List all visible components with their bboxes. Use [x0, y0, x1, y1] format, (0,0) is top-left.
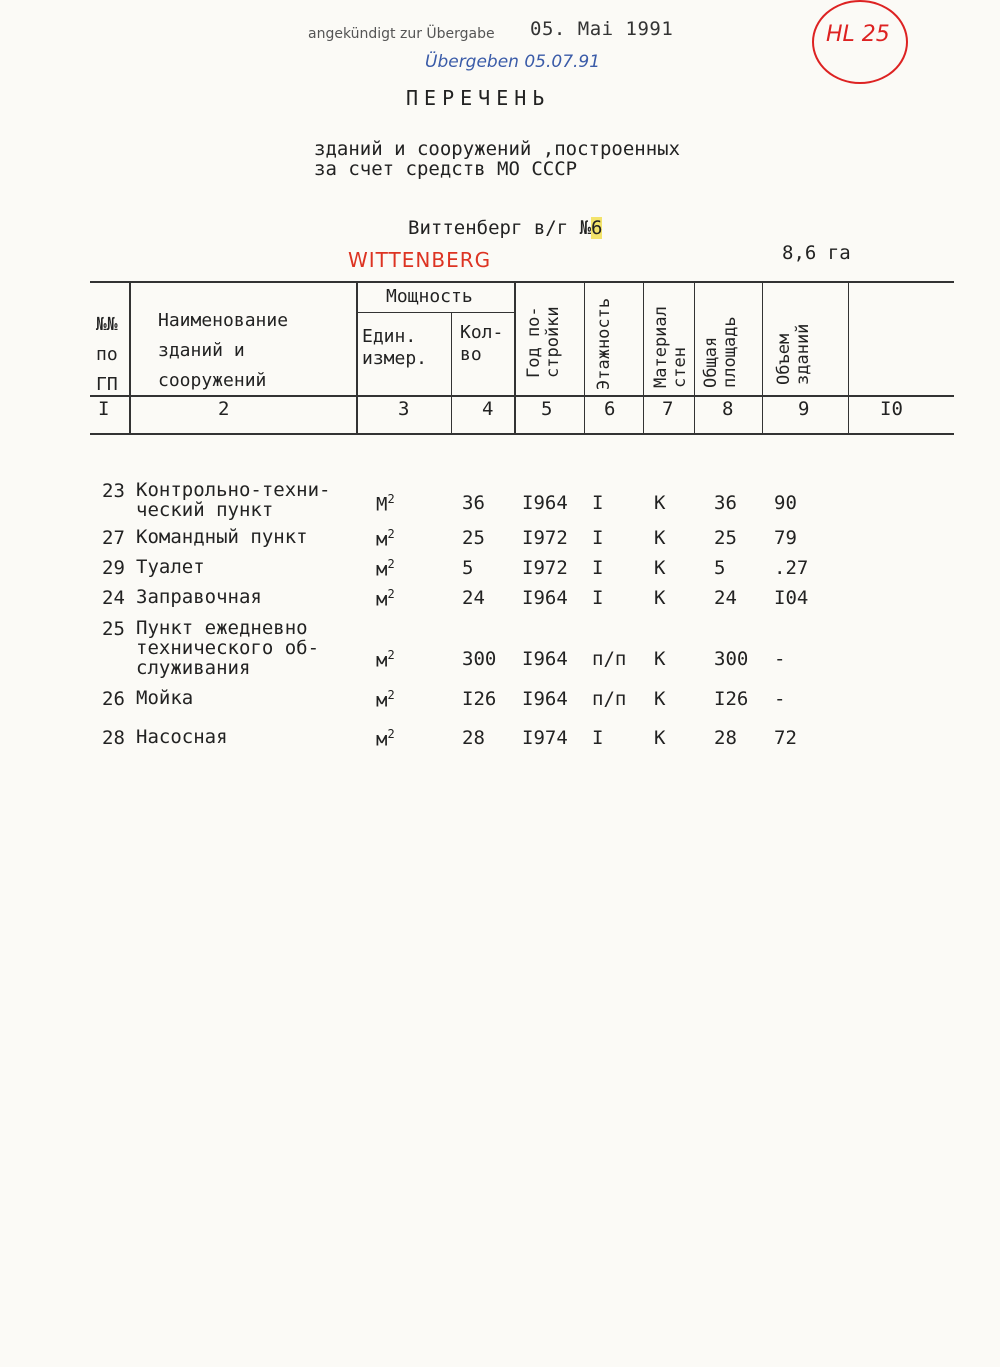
row-area: I26 — [714, 688, 749, 710]
row-volume: I04 — [774, 587, 809, 609]
row-name: Командный пункт — [136, 526, 308, 548]
row-floors: п/п — [592, 688, 627, 710]
column-number: 4 — [482, 398, 494, 420]
row-qty: 5 — [462, 557, 474, 579]
place-number-highlight: 6 — [591, 217, 603, 239]
place-label — [408, 217, 602, 239]
column-number: 5 — [541, 398, 553, 420]
row-year: I964 — [522, 648, 568, 670]
header-unit: Един. измер. — [362, 326, 428, 369]
row-material: К — [654, 557, 666, 579]
row-qty: 25 — [462, 527, 485, 549]
row-number: 23 — [102, 480, 125, 502]
row-floors: I — [592, 492, 604, 514]
row-unit: $м^2$ — [376, 587, 395, 611]
row-qty: 300 — [462, 648, 497, 670]
row-number: 24 — [102, 587, 125, 609]
row-name: Туалет — [136, 556, 205, 578]
row-volume: 79 — [774, 527, 797, 549]
header-floors: Этажность — [594, 297, 614, 390]
row-unit: $м^2$ — [376, 688, 395, 712]
row-year: I964 — [522, 492, 568, 514]
row-qty: 28 — [462, 727, 485, 749]
column-number: 2 — [218, 398, 230, 420]
city-handwritten: WITTENBERG — [348, 248, 492, 272]
row-year: I964 — [522, 587, 568, 609]
row-floors: I — [592, 727, 604, 749]
row-material: К — [654, 587, 666, 609]
row-year: I974 — [522, 727, 568, 749]
reference-label: HL 25 — [826, 22, 890, 47]
header-material: Материал стен — [651, 306, 690, 388]
row-area: 25 — [714, 527, 737, 549]
row-area: 36 — [714, 492, 737, 514]
document-title: ПЕРЕЧЕНЬ — [406, 86, 551, 110]
row-floors: п/п — [592, 648, 627, 670]
column-number: 6 — [604, 398, 616, 420]
column-number: 8 — [722, 398, 734, 420]
row-unit: $м^2$ — [376, 557, 395, 581]
stamp-date: 05. Mai 1991 — [530, 18, 674, 40]
row-area: 24 — [714, 587, 737, 609]
header-capacity: Мощность — [386, 286, 473, 307]
row-material: К — [654, 527, 666, 549]
header-name: Наименование зданий и сооружений — [158, 310, 289, 391]
row-unit: $м^2$ — [376, 527, 395, 551]
row-volume: - — [774, 688, 786, 710]
header-volume: Объем зданий — [774, 323, 813, 385]
column-number: I0 — [880, 398, 903, 420]
row-number: 27 — [102, 527, 125, 549]
row-area: 5 — [714, 557, 726, 579]
row-year: I972 — [522, 527, 568, 549]
column-number: 7 — [662, 398, 674, 420]
row-area: 28 — [714, 727, 737, 749]
row-qty: 36 — [462, 492, 485, 514]
row-year: I972 — [522, 557, 568, 579]
row-name: Заправочная — [136, 586, 262, 608]
header-total-area: Общая площадь — [701, 316, 740, 388]
header-qty: Кол- во — [460, 322, 504, 365]
row-material: К — [654, 727, 666, 749]
document-subtitle-1: зданий и сооружений ,построенных — [314, 138, 681, 160]
row-floors: I — [592, 557, 604, 579]
stamp-label: angekündigt zur Übergabe — [308, 26, 495, 42]
row-material: К — [654, 648, 666, 670]
row-year: I964 — [522, 688, 568, 710]
header-year: Год по- стройки — [524, 306, 563, 378]
handwritten-note: Übergeben 05.07.91 — [425, 52, 601, 72]
column-number: 9 — [798, 398, 810, 420]
row-volume: .27 — [774, 557, 809, 579]
row-name: Контрольно-техни- ческий пункт — [136, 479, 331, 521]
row-name: Пункт ежедневно технического об- служивания — [136, 617, 320, 679]
row-material: К — [654, 492, 666, 514]
row-number: 29 — [102, 557, 125, 579]
row-volume: - — [774, 648, 786, 670]
header-num: №№ по ГП — [96, 314, 118, 395]
site-area: 8,6 га — [782, 242, 851, 264]
row-floors: I — [592, 527, 604, 549]
row-unit: $м^2$ — [376, 648, 395, 672]
row-number: 26 — [102, 688, 125, 710]
row-volume: 72 — [774, 727, 797, 749]
row-qty: 24 — [462, 587, 485, 609]
row-volume: 90 — [774, 492, 797, 514]
row-name: Мойка — [136, 687, 194, 709]
row-unit: $М^2$ — [376, 492, 395, 516]
row-unit: $м^2$ — [376, 727, 395, 751]
column-number: 3 — [398, 398, 410, 420]
row-number: 28 — [102, 727, 125, 749]
place-text: Виттенберг в/г №6 — [408, 217, 603, 239]
row-area: 300 — [714, 648, 749, 670]
row-qty: I26 — [462, 688, 497, 710]
row-number: 25 — [102, 618, 125, 640]
document-subtitle-2: за счет средств МО СССР — [314, 158, 578, 180]
row-material: К — [654, 688, 666, 710]
column-number: I — [98, 398, 110, 420]
row-floors: I — [592, 587, 604, 609]
row-name: Насосная — [136, 726, 228, 748]
